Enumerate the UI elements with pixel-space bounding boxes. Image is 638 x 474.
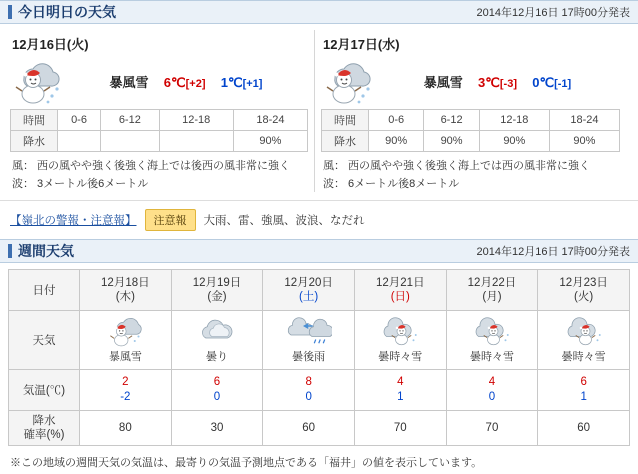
warning-text: 大雨、雷、強風、波浪、なだれ [203, 215, 365, 227]
today-precip-3: 90% [233, 131, 307, 152]
weekly-temp-high-5: 6 [580, 376, 587, 388]
weekly-temp-high-0: 2 [122, 376, 129, 388]
weekly-weekday-1: (金) [207, 291, 227, 303]
weekly-date-4: 12月22日 [467, 277, 517, 289]
tomorrow-temp-low-delta: [-1] [554, 77, 572, 90]
tomorrow-precip-0: 90% [369, 131, 424, 152]
weekly-col-header-4 [446, 270, 538, 311]
weekly-date-2: 12月20日 [284, 277, 333, 289]
today-wind: 風： 西の風やや強く後強く海上では後西の風非常に強く [12, 160, 291, 172]
weekly-footnote: ※この地域の週間天気の気温は、最寄りの気温予測地点である「福井」の値を表示しています。 [10, 457, 483, 469]
weekly-weekday-5: (火) [574, 291, 594, 303]
snowstorm-icon [321, 58, 375, 104]
weekly-temp-low-4: 0 [488, 391, 496, 403]
today-precip-1 [101, 131, 160, 152]
tomorrow-precip-2: 90% [479, 131, 549, 152]
weekly-temp-cell-4 [446, 370, 538, 411]
table-row [9, 311, 630, 370]
weekly-precip-2: 60 [263, 411, 355, 446]
weekly-condition-2: 曇後雨 [292, 350, 326, 363]
today-condition-row [10, 57, 308, 105]
today-time-header: 時間 [11, 110, 58, 131]
weekly-weekday-4: (月) [482, 291, 502, 303]
weekly-col-header-0 [80, 270, 172, 311]
tomorrow-hourly-table [321, 109, 620, 152]
weekly-temp-cell-2 [263, 370, 355, 411]
weekly-weather-cell-5 [538, 311, 630, 370]
weekly-temp-low-3: 1 [397, 391, 404, 403]
cloudy-sometimes-snow-icon [562, 317, 606, 347]
tomorrow-slot-1: 6-12 [424, 110, 479, 131]
today-condition-text [64, 72, 308, 91]
tomorrow-wave: 波： 6メートル後8メートル [323, 178, 460, 190]
today-temp-high-delta: [+2] [185, 77, 206, 90]
tomorrow-temp-high-delta: [-3] [499, 77, 517, 90]
weekly-table-wrapper [0, 263, 638, 446]
today-date: 12月16日(火) [12, 37, 89, 52]
weekly-weather-cell-1 [171, 311, 263, 370]
today-precip-0 [58, 131, 101, 152]
tomorrow-slot-3: 18-24 [549, 110, 619, 131]
today-section-title: 今日明日の天気 [8, 5, 116, 19]
table-row [322, 131, 620, 152]
weekly-col-header-3 [354, 270, 446, 311]
weekly-weekday-2: (土) [299, 291, 319, 303]
tomorrow-condition-text [375, 72, 620, 91]
weekly-date-0: 12月18日 [101, 277, 150, 289]
weekly-condition-4: 曇時々雪 [469, 350, 514, 363]
table-row [11, 131, 308, 152]
tomorrow-slot-0: 0-6 [369, 110, 424, 131]
weekly-temp-high-2: 8 [305, 376, 312, 388]
today-hourly-table [10, 109, 308, 152]
weekly-weather-cell-0 [80, 311, 172, 370]
today-temp-low: 1℃ [220, 74, 243, 90]
tomorrow-time-header: 時間 [322, 110, 369, 131]
weekly-precip-4: 70 [446, 411, 538, 446]
today-precip-header: 降水 [11, 131, 58, 152]
today-wave: 波： 3メートル後6メートル [12, 178, 149, 190]
cloudy-sometimes-snow-icon [378, 317, 422, 347]
weekly-weather-cell-2 [263, 311, 355, 370]
table-row [9, 370, 630, 411]
table-row [9, 411, 630, 446]
tomorrow-condition-label: 暴風雪 [423, 74, 463, 90]
weekly-weekday-0: (木) [115, 291, 135, 303]
warning-area-link[interactable]: 【嶺北の警報・注意報】 [10, 215, 137, 227]
tomorrow-slot-2: 12-18 [479, 110, 549, 131]
weekly-precip-5: 60 [538, 411, 630, 446]
tomorrow-precip-header: 降水 [322, 131, 369, 152]
today-timestamp: 2014年12月16日 17時00分発表 [476, 7, 630, 19]
today-temp-high: 6℃ [163, 74, 186, 90]
weekly-temp-high-4: 4 [488, 376, 496, 388]
weekly-temp-low-0: -2 [120, 391, 131, 403]
weekly-temp-low-2: 0 [305, 391, 312, 403]
weekly-date-label: 日付 [9, 270, 80, 311]
weekly-weather-label: 天気 [9, 311, 80, 370]
weekly-date-3: 12月21日 [376, 277, 425, 289]
weekly-temp-high-3: 4 [397, 376, 404, 388]
tomorrow-column [315, 30, 626, 192]
weekly-precip-0: 80 [80, 411, 172, 446]
weekly-temp-cell-0 [80, 370, 172, 411]
weekly-condition-0: 暴風雪 [108, 350, 142, 363]
weekly-col-header-1 [171, 270, 263, 311]
weekly-condition-5: 曇時々雪 [561, 350, 606, 363]
weekly-temp-low-1: 0 [213, 391, 221, 403]
tomorrow-temp-low: 0℃ [532, 74, 555, 90]
weekly-weather-cell-3 [354, 311, 446, 370]
tomorrow-condition-row [321, 57, 620, 105]
snowstorm-icon [10, 58, 64, 104]
weekly-date-5: 12月23日 [559, 277, 608, 289]
table-row [11, 110, 308, 131]
snowstorm-icon [104, 317, 146, 347]
weekly-temp-low-5: 1 [580, 391, 587, 403]
weekly-precip-3: 70 [354, 411, 446, 446]
tomorrow-precip-3: 90% [549, 131, 619, 152]
today-column [4, 30, 315, 192]
weekly-temp-cell-5 [538, 370, 630, 411]
weekly-temp-cell-3 [354, 370, 446, 411]
weekly-precip-1: 30 [171, 411, 263, 446]
weekly-temp-label: 気温(℃) [9, 370, 80, 411]
table-row [322, 110, 620, 131]
weekly-precip-label [9, 411, 80, 446]
weekly-precip-label-line1: 降水 [32, 415, 56, 427]
tomorrow-date: 12月17日(水) [323, 37, 400, 52]
today-slot-3: 18-24 [233, 110, 307, 131]
weekly-weather-cell-4 [446, 311, 538, 370]
weekly-section-title: 週間天気 [8, 244, 74, 258]
tomorrow-precip-1: 90% [424, 131, 479, 152]
warning-row [0, 200, 638, 239]
weekly-temp-cell-1 [171, 370, 263, 411]
weekly-temp-high-1: 6 [213, 376, 221, 388]
weekly-forecast-table [8, 269, 630, 446]
today-temp-low-delta: [+1] [242, 77, 263, 90]
weekly-timestamp: 2014年12月16日 17時00分発表 [476, 246, 630, 258]
today-slot-2: 12-18 [159, 110, 233, 131]
tomorrow-wind: 風： 西の風やや強く後強く海上では西の風非常に強く [323, 160, 591, 172]
weekly-precip-label-line2: 確率(%) [23, 429, 65, 441]
weekly-weekday-3: (日) [390, 291, 410, 303]
cloudy-later-rain-icon [286, 317, 332, 347]
cloudy-icon [196, 317, 238, 347]
weekly-date-1: 12月19日 [192, 277, 242, 289]
cloudy-sometimes-snow-icon [470, 317, 514, 347]
today-condition-label: 暴風雪 [109, 74, 149, 90]
today-section-header [0, 0, 638, 24]
today-precip-2 [159, 131, 233, 152]
weekly-condition-3: 曇時々雪 [378, 350, 423, 363]
weekly-section-header [0, 239, 638, 263]
weekly-col-header-5 [538, 270, 630, 311]
weekly-col-header-2 [263, 270, 355, 311]
status-badge: 注意報 [145, 209, 196, 231]
weekly-condition-1: 曇り [205, 350, 228, 363]
tomorrow-temp-high: 3℃ [478, 74, 500, 90]
today-tomorrow-columns [0, 24, 638, 194]
today-slot-0: 0-6 [58, 110, 101, 131]
table-row [9, 270, 630, 311]
today-slot-1: 6-12 [101, 110, 160, 131]
